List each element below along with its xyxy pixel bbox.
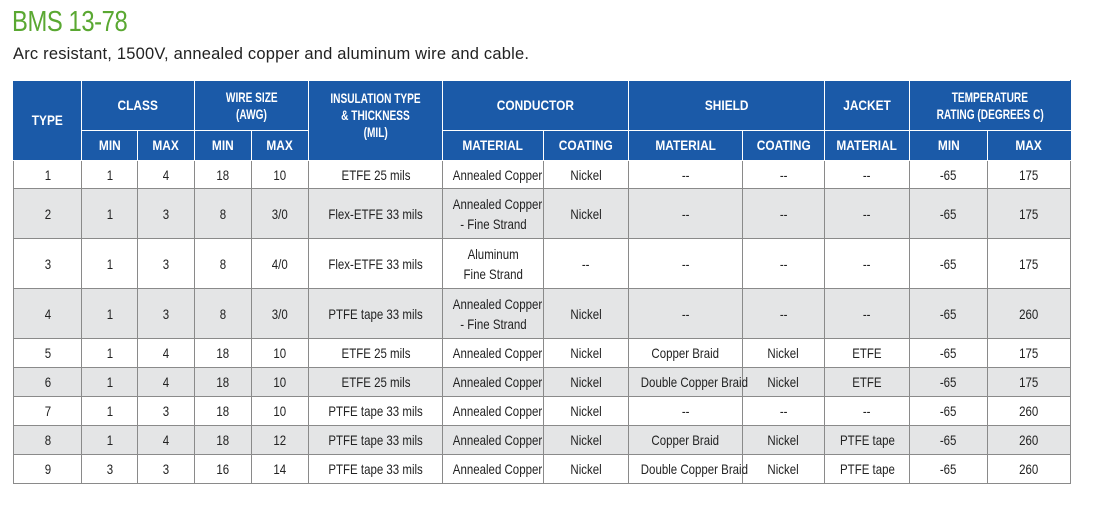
cell-insulation: ETFE 25 mils	[309, 368, 443, 397]
cell-temp-min: -65	[910, 397, 988, 426]
cell-shield-coating: Nickel	[743, 339, 825, 368]
cell-insulation: Flex-ETFE 33 mils	[309, 239, 443, 289]
cell-wire-min: 8	[195, 239, 252, 289]
cell-class-max: 3	[138, 455, 195, 484]
cell-class-max: 3	[138, 397, 195, 426]
cell-wire-max: 3/0	[252, 189, 309, 239]
cell-wire-min: 18	[195, 397, 252, 426]
header-wire-min: MIN	[195, 131, 252, 161]
page-title: BMS 13-78	[12, 6, 128, 38]
cell-type: 5	[14, 339, 82, 368]
header-type: TYPE	[14, 81, 82, 161]
cell-jacket-material: PTFE tape	[825, 426, 910, 455]
cell-conductor-material: Annealed Copper - Fine Strand	[443, 289, 544, 339]
cell-class-max: 3	[138, 289, 195, 339]
cell-conductor-coating: Nickel	[544, 161, 629, 189]
cell-wire-min: 18	[195, 426, 252, 455]
header-conductor-material: MATERIAL	[443, 131, 544, 161]
cell-conductor-coating: Nickel	[544, 339, 629, 368]
cell-temp-max: 175	[988, 161, 1071, 189]
cell-shield-coating: Nickel	[743, 368, 825, 397]
cell-temp-max: 260	[988, 426, 1071, 455]
header-temperature: TEMPERATURE RATING (DEGREES C)	[910, 81, 1071, 131]
cell-shield-material: --	[629, 289, 743, 339]
cell-wire-max: 3/0	[252, 289, 309, 339]
cell-shield-material: Double Copper Braid	[629, 368, 743, 397]
header-shield-coating: COATING	[743, 131, 825, 161]
cell-wire-max: 10	[252, 397, 309, 426]
header-shield: SHIELD	[629, 81, 825, 131]
cell-temp-max: 260	[988, 455, 1071, 484]
header-class: CLASS	[82, 81, 195, 131]
table-row	[14, 339, 1071, 368]
cell-insulation: ETFE 25 mils	[309, 339, 443, 368]
cell-jacket-material: --	[825, 239, 910, 289]
cell-conductor-material: Annealed Copper	[443, 397, 544, 426]
cell-shield-material: Double Copper Braid	[629, 455, 743, 484]
cell-temp-min: -65	[910, 339, 988, 368]
cell-wire-max: 14	[252, 455, 309, 484]
cell-conductor-coating: Nickel	[544, 455, 629, 484]
cell-type: 7	[14, 397, 82, 426]
cell-shield-coating: --	[743, 189, 825, 239]
table-row	[14, 289, 1071, 339]
header-class-min: MIN	[82, 131, 138, 161]
cell-insulation: PTFE tape 33 mils	[309, 397, 443, 426]
cell-type: 2	[14, 189, 82, 239]
cell-shield-material: --	[629, 189, 743, 239]
cell-conductor-material: Annealed Copper - Fine Strand	[443, 189, 544, 239]
header-shield-material: MATERIAL	[629, 131, 743, 161]
cell-shield-coating: --	[743, 397, 825, 426]
cell-temp-max: 175	[988, 239, 1071, 289]
cell-temp-max: 175	[988, 339, 1071, 368]
table-row	[14, 397, 1071, 426]
cell-type: 1	[14, 161, 82, 189]
table-row	[14, 189, 1071, 239]
cell-temp-min: -65	[910, 289, 988, 339]
cell-jacket-material: --	[825, 289, 910, 339]
cell-conductor-coating: Nickel	[544, 426, 629, 455]
header-temp-min: MIN	[910, 131, 988, 161]
cell-type: 3	[14, 239, 82, 289]
cell-wire-max: 10	[252, 339, 309, 368]
cell-insulation: PTFE tape 33 mils	[309, 289, 443, 339]
cell-insulation: Flex-ETFE 33 mils	[309, 189, 443, 239]
cell-wire-min: 18	[195, 339, 252, 368]
header-jacket-material: MATERIAL	[825, 131, 910, 161]
cell-class-max: 4	[138, 426, 195, 455]
header-row-sub	[14, 131, 1071, 161]
cell-class-min: 1	[82, 339, 138, 368]
cell-wire-min: 18	[195, 368, 252, 397]
cell-shield-material: Copper Braid	[629, 339, 743, 368]
header-jacket: JACKET	[825, 81, 910, 131]
cell-wire-max: 12	[252, 426, 309, 455]
cell-jacket-material: PTFE tape	[825, 455, 910, 484]
header-conductor-coating: COATING	[544, 131, 629, 161]
header-wire-max: MAX	[252, 131, 309, 161]
cell-conductor-material: Annealed Copper	[443, 161, 544, 189]
cell-class-max: 4	[138, 368, 195, 397]
cell-wire-min: 8	[195, 289, 252, 339]
cell-wire-min: 16	[195, 455, 252, 484]
header-wire-size: WIRE SIZE (AWG)	[195, 81, 309, 131]
cell-shield-material: --	[629, 161, 743, 189]
cell-class-min: 1	[82, 368, 138, 397]
cell-temp-min: -65	[910, 239, 988, 289]
cell-type: 9	[14, 455, 82, 484]
cell-class-max: 3	[138, 239, 195, 289]
cell-shield-coating: --	[743, 289, 825, 339]
cell-jacket-material: --	[825, 189, 910, 239]
cell-conductor-coating: Nickel	[544, 189, 629, 239]
cell-shield-material: --	[629, 239, 743, 289]
table-row	[14, 455, 1071, 484]
cell-insulation: ETFE 25 mils	[309, 161, 443, 189]
table-row	[14, 239, 1071, 289]
cell-conductor-coating: Nickel	[544, 397, 629, 426]
cell-shield-coating: --	[743, 239, 825, 289]
cell-jacket-material: ETFE	[825, 339, 910, 368]
cell-temp-min: -65	[910, 368, 988, 397]
cell-conductor-coating: --	[544, 239, 629, 289]
cell-class-max: 4	[138, 339, 195, 368]
specification-table	[13, 80, 1071, 484]
cell-temp-max: 175	[988, 368, 1071, 397]
cell-shield-coating: Nickel	[743, 455, 825, 484]
cell-class-max: 4	[138, 161, 195, 189]
cell-shield-coating: Nickel	[743, 426, 825, 455]
cell-shield-material: --	[629, 397, 743, 426]
cell-temp-min: -65	[910, 455, 988, 484]
cell-class-min: 1	[82, 239, 138, 289]
cell-class-max: 3	[138, 189, 195, 239]
table-row	[14, 368, 1071, 397]
table-row	[14, 161, 1071, 189]
cell-wire-max: 10	[252, 161, 309, 189]
cell-insulation: PTFE tape 33 mils	[309, 426, 443, 455]
cell-conductor-coating: Nickel	[544, 368, 629, 397]
header-conductor: CONDUCTOR	[443, 81, 629, 131]
cell-shield-coating: --	[743, 161, 825, 189]
cell-temp-min: -65	[910, 189, 988, 239]
cell-type: 4	[14, 289, 82, 339]
cell-jacket-material: ETFE	[825, 368, 910, 397]
cell-class-min: 1	[82, 289, 138, 339]
table-row	[14, 426, 1071, 455]
cell-temp-max: 260	[988, 397, 1071, 426]
cell-class-min: 1	[82, 426, 138, 455]
cell-jacket-material: --	[825, 397, 910, 426]
cell-shield-material: Copper Braid	[629, 426, 743, 455]
cell-temp-min: -65	[910, 161, 988, 189]
header-insulation: INSULATION TYPE & THICKNESS (MIL)	[309, 81, 443, 161]
cell-class-min: 1	[82, 397, 138, 426]
cell-jacket-material: --	[825, 161, 910, 189]
cell-wire-max: 10	[252, 368, 309, 397]
page-subtitle: Arc resistant, 1500V, annealed copper and aluminum wire and cable.	[13, 45, 530, 63]
cell-class-min: 1	[82, 161, 138, 189]
cell-conductor-material: Aluminum Fine Strand	[443, 239, 544, 289]
cell-temp-min: -65	[910, 426, 988, 455]
cell-wire-min: 18	[195, 161, 252, 189]
cell-temp-max: 175	[988, 189, 1071, 239]
cell-type: 6	[14, 368, 82, 397]
cell-conductor-material: Annealed Copper	[443, 339, 544, 368]
header-temp-max: MAX	[988, 131, 1071, 161]
cell-type: 8	[14, 426, 82, 455]
cell-wire-max: 4/0	[252, 239, 309, 289]
cell-class-min: 1	[82, 189, 138, 239]
cell-insulation: PTFE tape 33 mils	[309, 455, 443, 484]
cell-conductor-coating: Nickel	[544, 289, 629, 339]
header-class-max: MAX	[138, 131, 195, 161]
cell-wire-min: 8	[195, 189, 252, 239]
cell-conductor-material: Annealed Copper	[443, 455, 544, 484]
cell-class-min: 3	[82, 455, 138, 484]
cell-conductor-material: Annealed Copper	[443, 368, 544, 397]
header-row-top	[14, 81, 1071, 131]
cell-temp-max: 260	[988, 289, 1071, 339]
cell-conductor-material: Annealed Copper	[443, 426, 544, 455]
